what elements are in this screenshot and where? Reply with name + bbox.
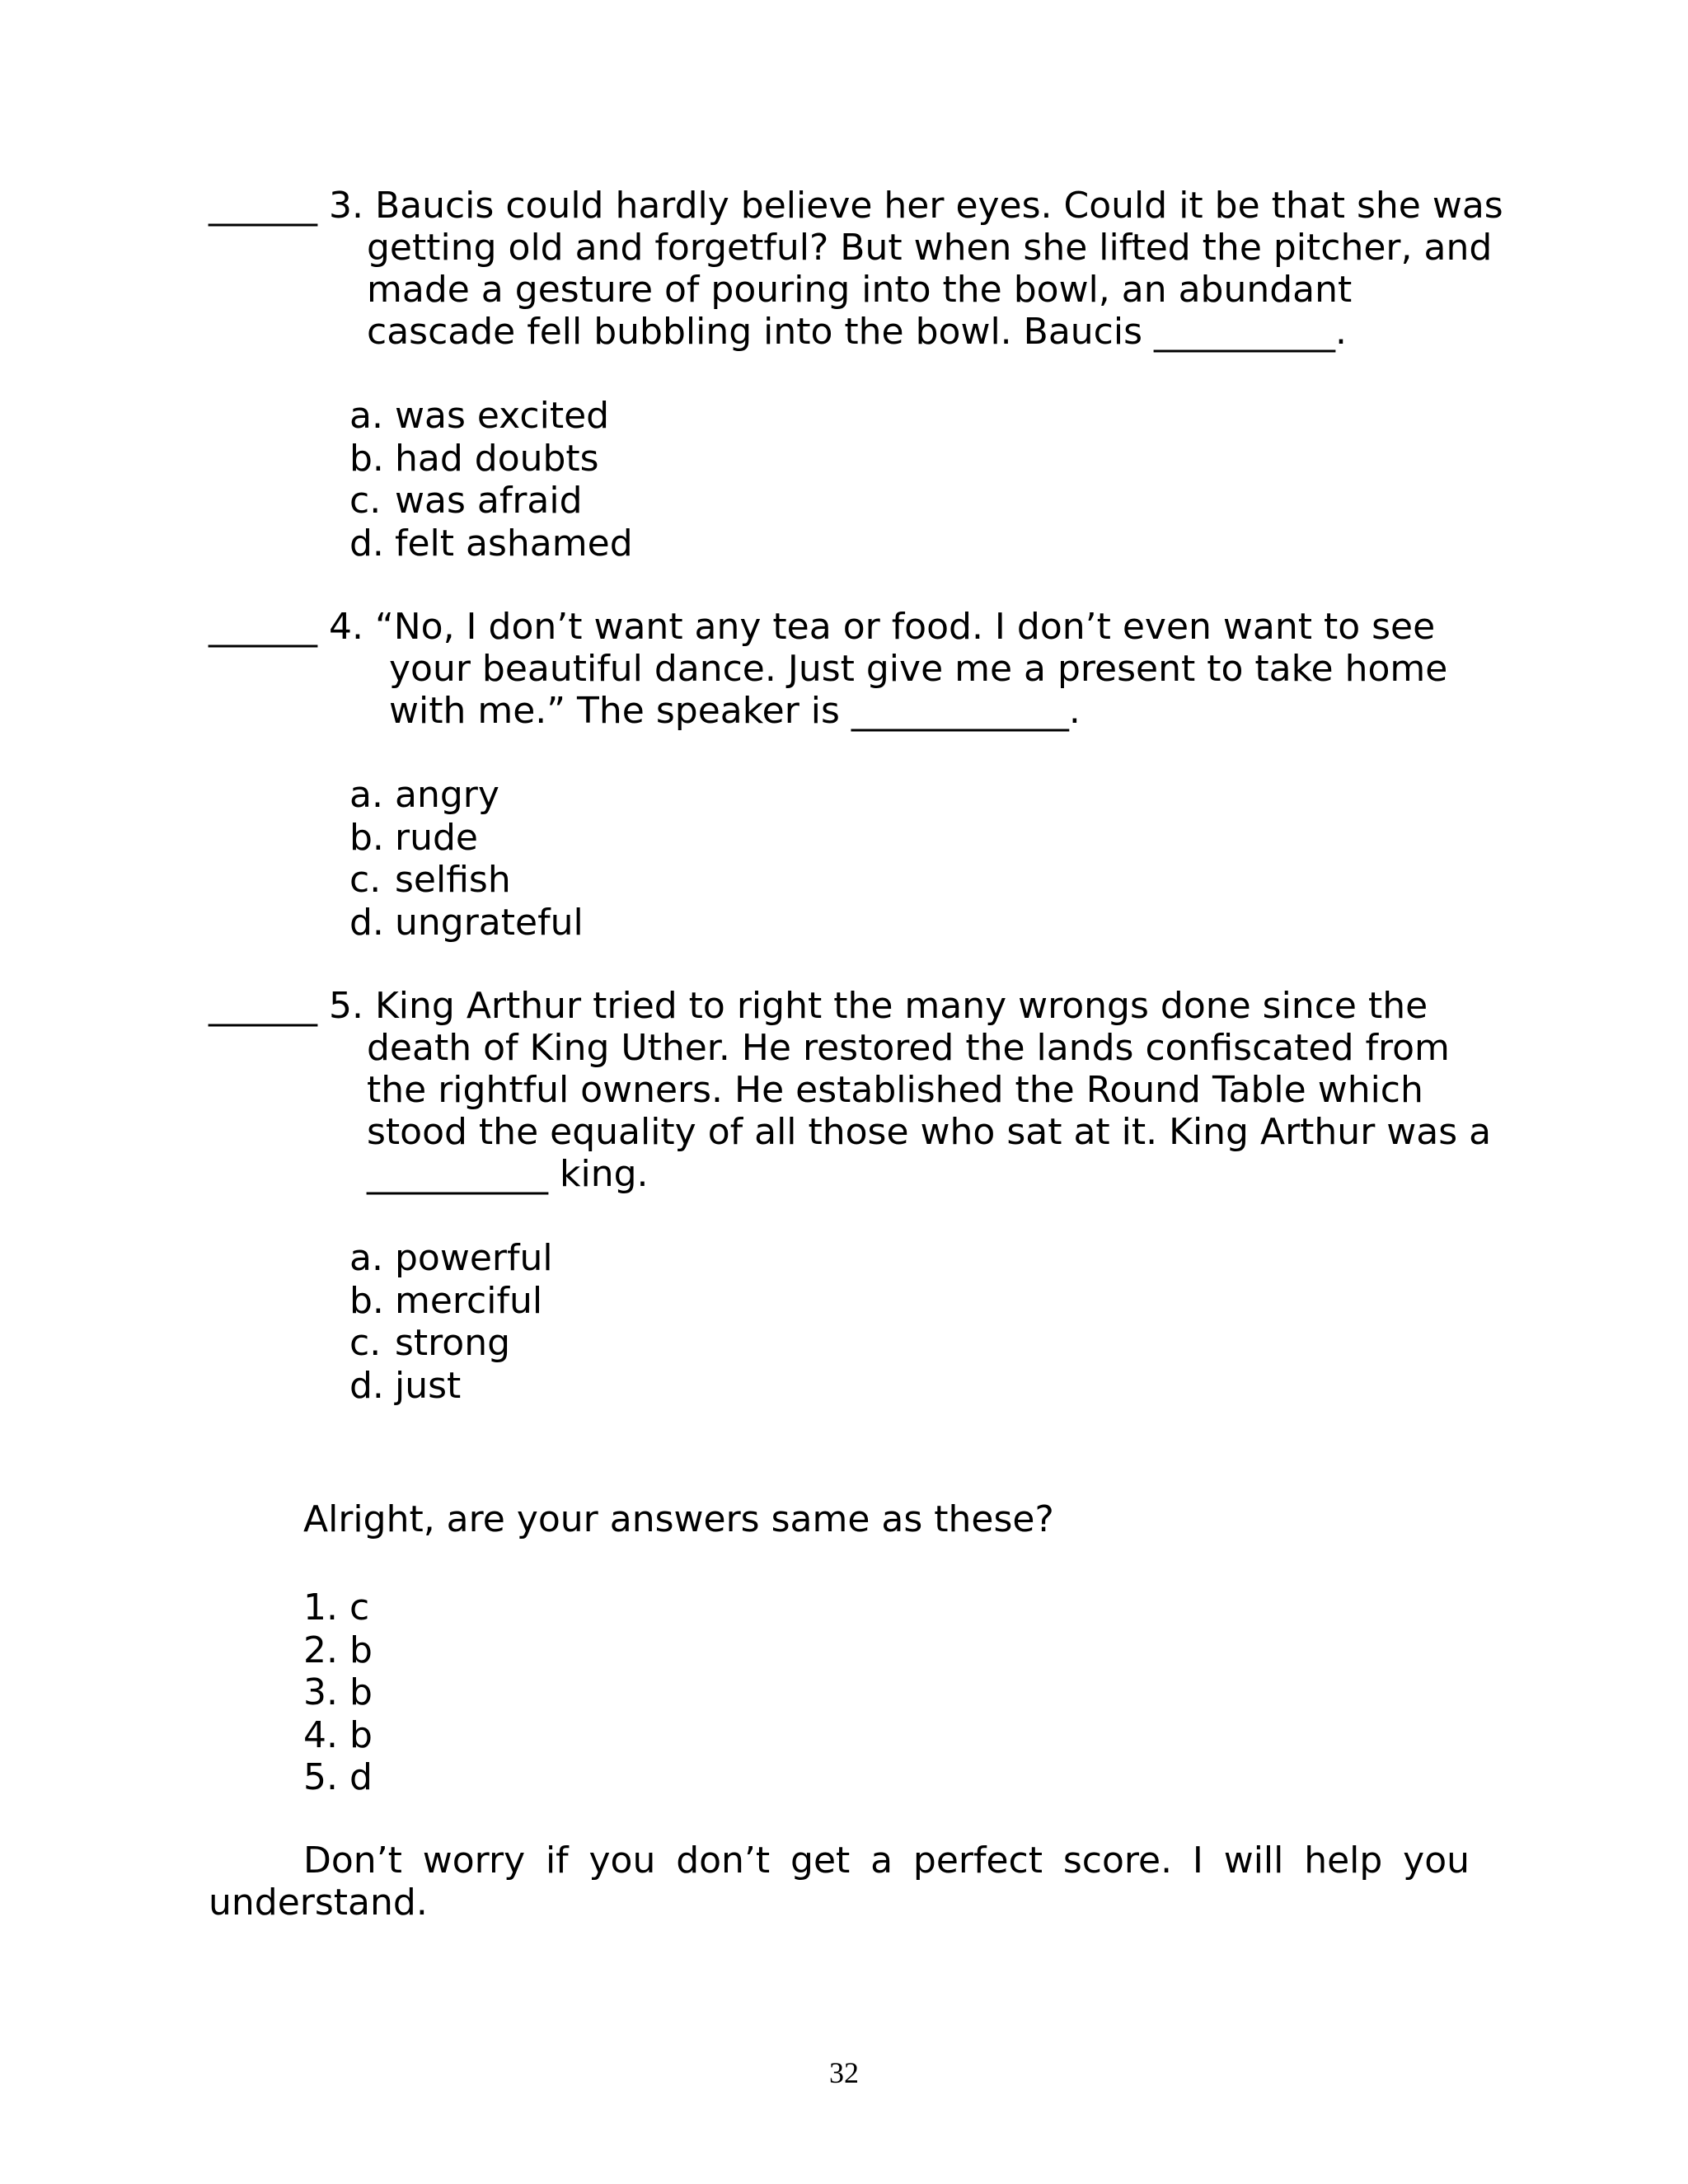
question-5-line-3: the rightful owners. He established the Round Table which bbox=[367, 1069, 1423, 1111]
answer-intro: Alright, are your answers same as these? bbox=[303, 1498, 1054, 1540]
choice-item bbox=[349, 817, 584, 860]
choice-text: ungrateful bbox=[395, 901, 584, 944]
question-3-choices bbox=[349, 395, 633, 565]
choice-letter: c. bbox=[349, 859, 382, 901]
choice-text: felt ashamed bbox=[395, 522, 633, 565]
choice-item bbox=[349, 480, 633, 523]
choice-letter: b. bbox=[349, 816, 384, 859]
choice-text: rude bbox=[395, 816, 478, 859]
choice-letter: d. bbox=[349, 901, 384, 944]
question-3-line-2: getting old and forgetful? But when she lifted the pitcher, and bbox=[367, 227, 1493, 269]
choice-item bbox=[349, 859, 584, 902]
question-4-lead: ______ 4. “No, I don’t want any tea or food. I don’t even want to see bbox=[209, 606, 1436, 648]
question-5-line-5: __________ king. bbox=[367, 1153, 649, 1195]
choice-item bbox=[349, 774, 584, 817]
question-4-choices bbox=[349, 774, 584, 944]
question-5-line-4: stood the equality of all those who sat at it. King Arthur was a bbox=[367, 1111, 1492, 1153]
question-5-line-2: death of King Uther. He restored the lands confiscated from bbox=[367, 1027, 1450, 1069]
choice-letter: c. bbox=[349, 1322, 382, 1364]
choice-letter: b. bbox=[349, 437, 384, 480]
choice-text: had doubts bbox=[395, 437, 599, 480]
answer-item: 3. b bbox=[303, 1671, 373, 1713]
choice-item bbox=[349, 523, 633, 565]
choice-item bbox=[349, 1322, 553, 1365]
choice-letter: a. bbox=[349, 395, 383, 437]
choice-text: was afraid bbox=[395, 480, 583, 522]
choice-text: was excited bbox=[395, 395, 610, 437]
choice-letter: c. bbox=[349, 480, 382, 522]
answer-item: 2. b bbox=[303, 1629, 373, 1671]
question-5-lead: ______ 5. King Arthur tried to right the many wrongs done since the bbox=[209, 985, 1428, 1027]
choice-text: powerful bbox=[395, 1237, 553, 1279]
question-5-choices bbox=[349, 1237, 553, 1407]
page-number: 32 bbox=[829, 2056, 859, 2089]
choice-letter: d. bbox=[349, 1364, 384, 1407]
choice-letter: a. bbox=[349, 1237, 383, 1279]
question-4-line-3: with me.” The speaker is ____________. bbox=[389, 690, 1081, 732]
choice-text: selfish bbox=[395, 859, 511, 901]
question-4-line-2: your beautiful dance. Just give me a present to take home bbox=[389, 648, 1448, 690]
choice-text: angry bbox=[395, 774, 499, 816]
choice-text: strong bbox=[395, 1322, 511, 1364]
choice-item bbox=[349, 1280, 553, 1323]
closing-line-1: Don’t worry if you don’t get a perfect score. I will help you bbox=[303, 1840, 1470, 1882]
choice-text: just bbox=[395, 1364, 462, 1407]
question-3-line-3: made a gesture of pouring into the bowl, an abundant bbox=[367, 269, 1353, 311]
choice-letter: b. bbox=[349, 1279, 384, 1322]
answer-item: 5. d bbox=[303, 1756, 373, 1798]
answer-item: 1. c bbox=[303, 1586, 370, 1629]
question-3-lead: ______ 3. Baucis could hardly believe her eyes. Could it be that she was bbox=[209, 185, 1503, 227]
choice-item bbox=[349, 395, 633, 438]
choice-letter: a. bbox=[349, 774, 383, 816]
choice-item bbox=[349, 902, 584, 944]
answer-key-list bbox=[303, 1586, 373, 1799]
answer-item: 4. b bbox=[303, 1713, 373, 1756]
choice-item bbox=[349, 1237, 553, 1280]
question-3-line-4: cascade fell bubbling into the bowl. Baucis __________. bbox=[367, 311, 1347, 353]
choice-item bbox=[349, 438, 633, 480]
choice-text: merciful bbox=[395, 1279, 543, 1322]
choice-item bbox=[349, 1365, 553, 1408]
closing-paragraph bbox=[209, 1840, 1470, 1924]
choice-letter: d. bbox=[349, 522, 384, 565]
closing-line-2: understand. bbox=[209, 1882, 428, 1924]
